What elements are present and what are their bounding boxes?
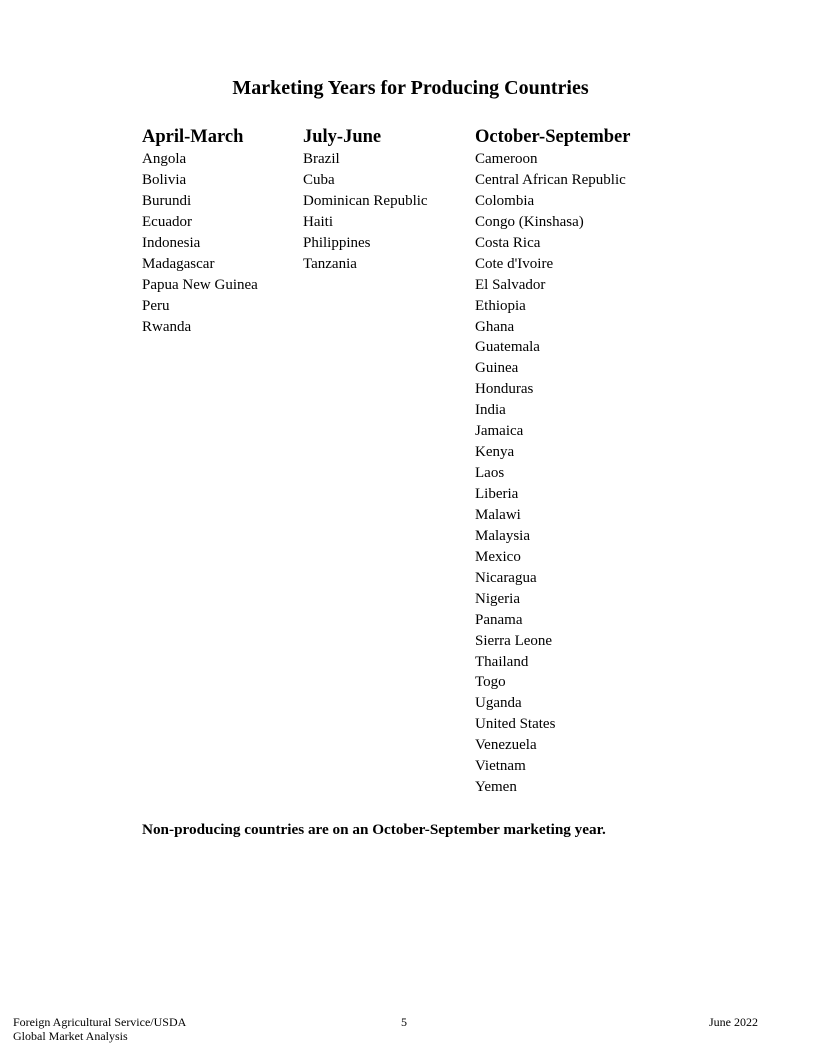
country-item: Cuba <box>303 171 335 188</box>
country-list-october-september <box>475 149 630 798</box>
country-item: Mexico <box>475 548 521 565</box>
country-item: Jamaica <box>475 423 524 440</box>
page-number: 5 <box>401 1015 407 1029</box>
country-item: Liberia <box>475 486 519 502</box>
country-item: Peru <box>142 297 170 314</box>
country-item: Haiti <box>303 213 333 230</box>
column-july-june <box>303 125 428 275</box>
column-header-july-june: July-June <box>303 127 382 147</box>
country-item: Panama <box>475 611 523 628</box>
country-item: Uganda <box>475 695 522 712</box>
country-item: Kenya <box>475 444 515 461</box>
country-item: Vietnam <box>475 758 526 775</box>
country-item: Congo (Kinshasa) <box>475 213 584 230</box>
country-item: Malawi <box>475 506 521 523</box>
country-item: Costa Rica <box>475 234 541 251</box>
country-item: Ghana <box>475 318 515 335</box>
country-item: Venezuela <box>475 737 537 754</box>
column-header-october-september: October-September <box>475 127 631 147</box>
country-item: Laos <box>475 465 505 482</box>
country-item: Nicaragua <box>475 569 537 586</box>
country-item: Togo <box>475 674 506 691</box>
page-title: Marketing Years for Producing Countries <box>232 77 589 99</box>
country-item: Cote d'Ivoire <box>475 255 554 272</box>
footer-date: June 2022 <box>709 1015 758 1029</box>
country-item: Madagascar <box>142 255 215 272</box>
country-item: Cameroon <box>475 151 538 167</box>
column-october-september <box>475 125 630 798</box>
country-item: United States <box>475 716 556 733</box>
country-list-april-march <box>142 149 258 337</box>
non-producing-note: Non-producing countries are on an October-September marketing year. <box>142 821 606 838</box>
country-item: Tanzania <box>303 255 357 272</box>
country-item: Sierra Leone <box>475 632 553 649</box>
footer-agency: Foreign Agricultural Service/USDA <box>13 1015 187 1029</box>
country-list-july-june <box>303 149 428 275</box>
country-item: Yemen <box>475 779 517 796</box>
footer-publication: Global Market Analysis <box>13 1029 128 1043</box>
country-item: Ecuador <box>142 213 192 230</box>
country-item: Angola <box>142 151 187 167</box>
country-item: Guinea <box>475 360 519 377</box>
country-item: Thailand <box>475 653 529 670</box>
country-item: Indonesia <box>142 234 201 251</box>
country-item: Rwanda <box>142 318 192 335</box>
country-item: Malaysia <box>475 527 530 544</box>
country-item: Philippines <box>303 234 371 251</box>
column-april-march <box>142 125 258 337</box>
country-item: Honduras <box>475 381 534 398</box>
country-item: El Salvador <box>475 276 546 293</box>
country-item: Guatemala <box>475 339 540 356</box>
footer-left <box>13 1015 186 1043</box>
country-item: Nigeria <box>475 590 520 607</box>
country-item: Central African Republic <box>475 171 626 188</box>
country-item: Burundi <box>142 192 192 209</box>
column-header-april-march: April-March <box>142 127 244 147</box>
country-item: Brazil <box>303 151 340 167</box>
country-item: Colombia <box>475 192 535 209</box>
country-item: Papua New Guinea <box>142 276 258 293</box>
country-item: Bolivia <box>142 171 187 188</box>
country-item: Dominican Republic <box>303 192 428 209</box>
country-item: India <box>475 402 506 419</box>
country-item: Ethiopia <box>475 297 526 314</box>
